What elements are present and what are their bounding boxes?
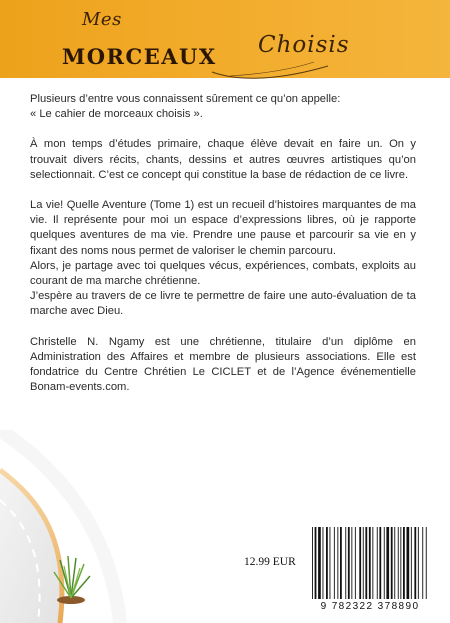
price-label: 12.99 EUR (244, 556, 296, 568)
isbn-number: 9 782322 378890 (320, 601, 420, 612)
paragraph-share: Alors, je partage avec toi quelques vécus, expériences, combats, exploits au courant de ma marche chrétienne. (30, 259, 416, 288)
title-morceaux: MORCEAUX (62, 44, 217, 69)
intro-line-2: « Le cahier de morceaux choisis ». (30, 108, 203, 121)
paragraph-school: À mon temps d’études primaire, chaque élève devait en faire un. On y trouvait divers récits, chants, dessins et autres œuvres artistiques qu’on selectionnait. C’est ce concept qui constitue la base de rédaction de ce livre. (30, 138, 416, 181)
header-band (0, 0, 450, 78)
title-choisis: Choisis (258, 32, 350, 58)
intro-line-1: Plusieurs d’entre vous connaissent sûrement ce qu’on appelle: (30, 93, 341, 105)
paragraph-hope: J’espère au travers de ce livre te permettre de faire une auto-évaluation de ta marche avec Dieu. (30, 290, 416, 318)
barcode-icon (310, 527, 430, 599)
back-cover-text (30, 92, 416, 395)
isbn-barcode (306, 523, 434, 619)
paragraph-book: La vie! Quelle Aventure (Tome 1) est un recueil d’histoires marquantes de ma vie. Il représente pour moi un espace d’expressions libres, où je rapporte quelques aventures de ma vie. Prendre une pause et parcourir sa vie en y fixant des noms nous permet de valoriser le chemin parcouru. (30, 199, 416, 257)
title-flourish-icon (210, 58, 330, 80)
title-mes: Mes (82, 9, 122, 30)
grass-tuft-icon (48, 552, 94, 606)
paragraph-author: Christelle N. Ngamy est une chrétienne, titulaire d’un diplôme en Administration des Affaires et membre de plusieurs associations. Elle est fondatrice du Centre Chrétien Le CICLET et de l’Agence événementielle Bonam-events.com. (30, 335, 416, 394)
